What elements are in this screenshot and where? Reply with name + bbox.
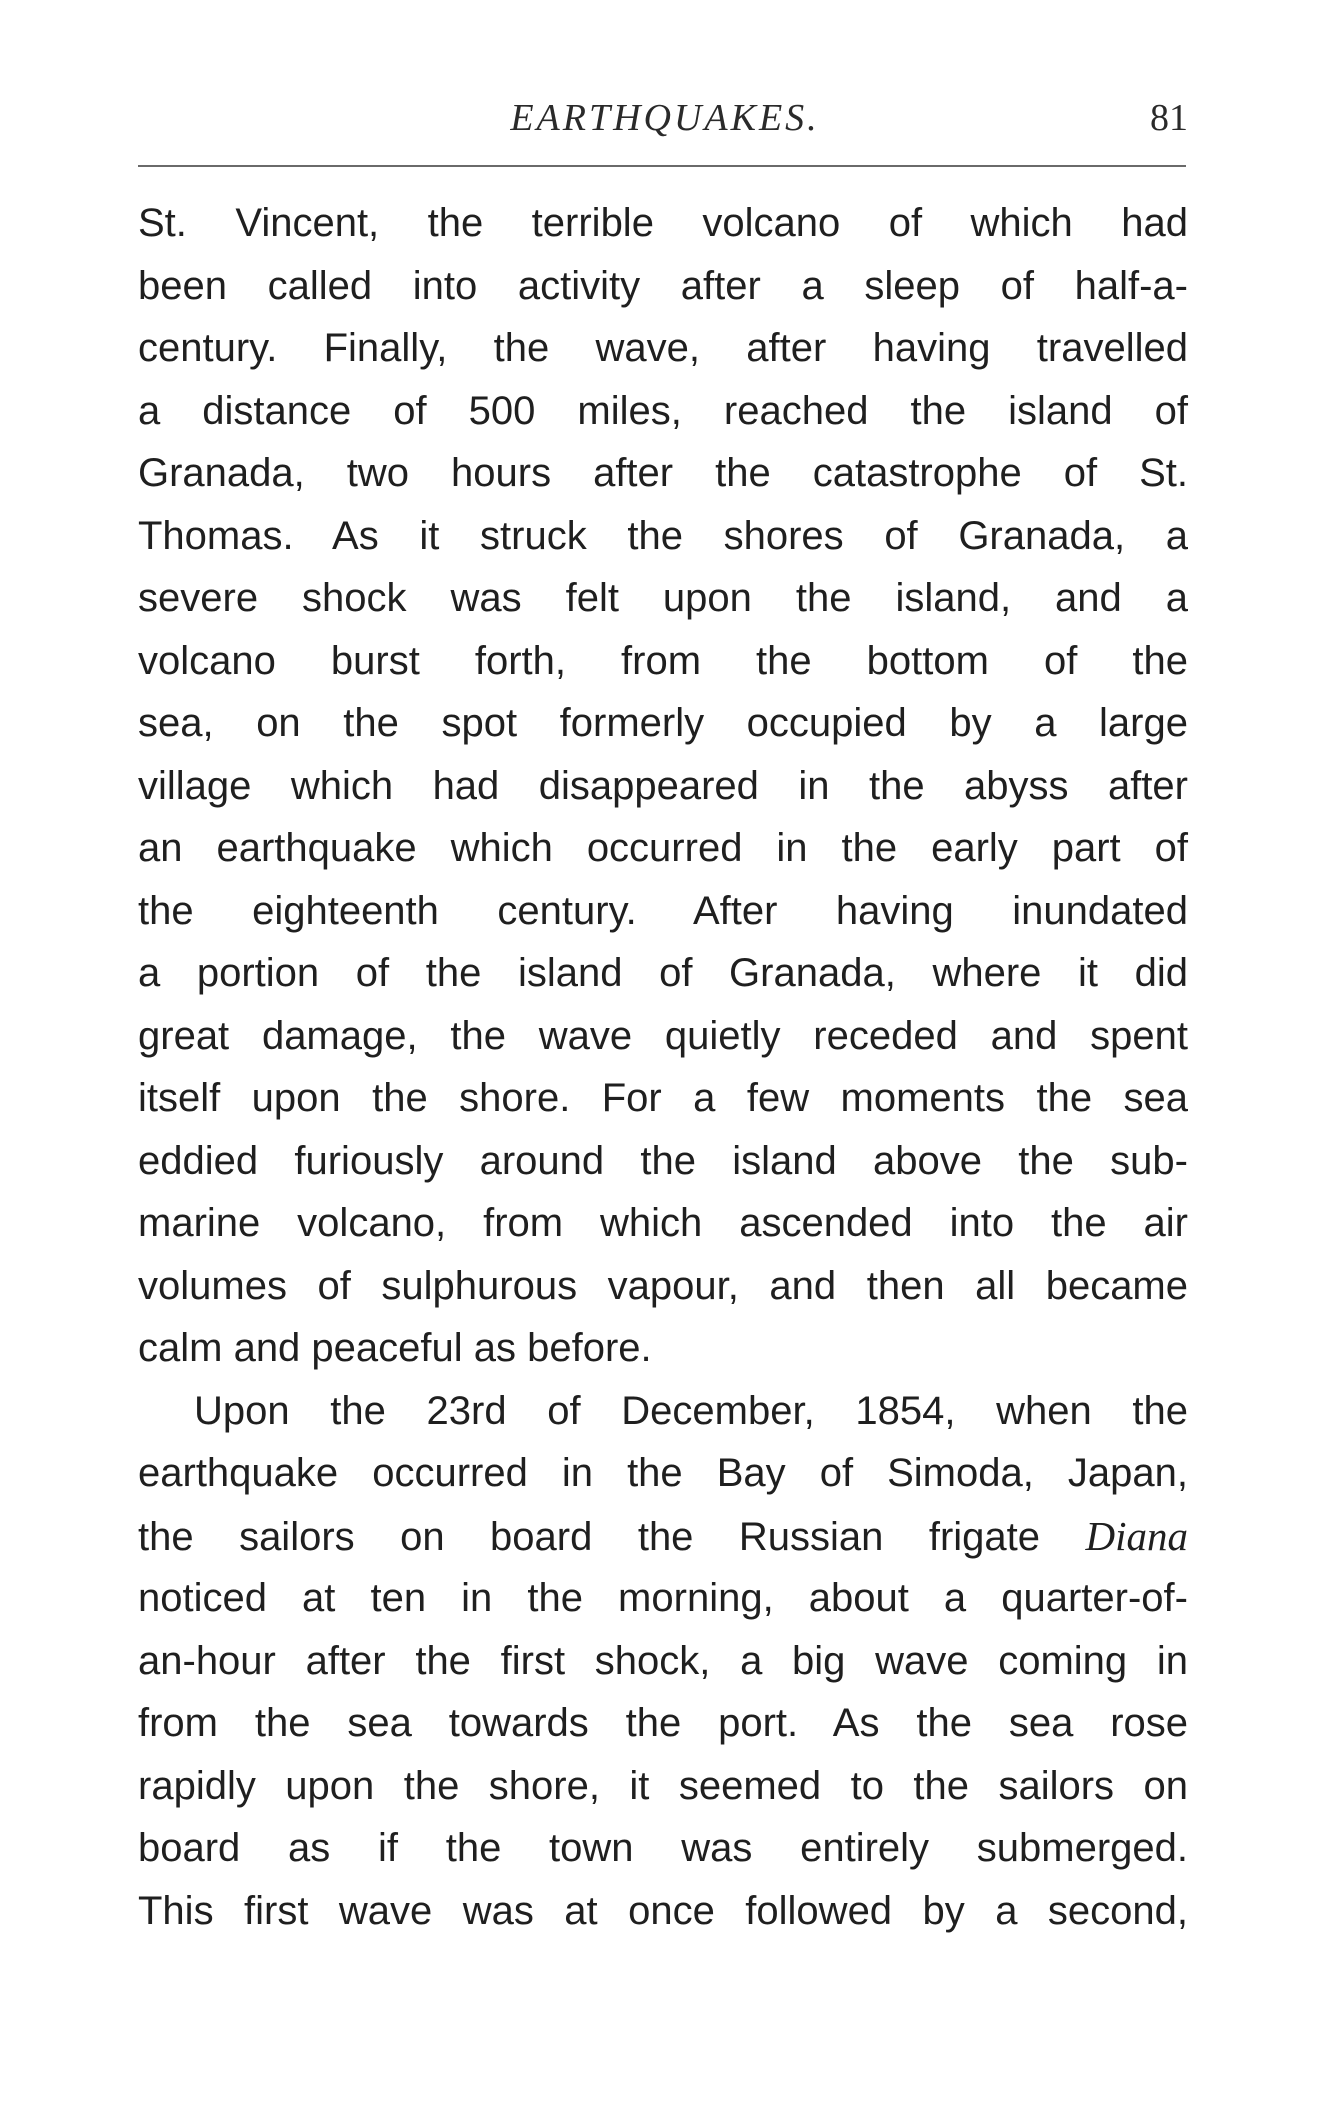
text-line: century. Finally, the wave, after having travelled: [138, 326, 1188, 370]
body-text: [138, 192, 1188, 1942]
text-line: an earthquake which occurred in the early part of: [138, 826, 1188, 870]
text-line: Thomas. As it struck the shores of Granada, a: [138, 513, 1188, 558]
text-line: This first wave was at once followed by a second,: [138, 1888, 1188, 1933]
text-line: an-hour after the first shock, a big wave coming in: [138, 1638, 1188, 1683]
text-line: rapidly upon the shore, it seemed to the sailors on: [138, 1763, 1188, 1808]
header-rule: [138, 165, 1186, 167]
ship-name: Diana: [1085, 1512, 1188, 1559]
text-line: a portion of the island of Granada, where it did: [138, 951, 1188, 995]
text-line: Upon the 23rd of December, 1854, when the: [194, 1388, 1188, 1433]
text-line: [138, 1505, 1188, 1568]
text-line: noticed at ten in the morning, about a quarter-of-: [138, 1576, 1188, 1620]
text-line: volcano burst forth, from the bottom of the: [138, 638, 1188, 683]
text-line: village which had disappeared in the abyss after: [138, 763, 1188, 808]
text-line: marine volcano, from which ascended into the air: [138, 1201, 1188, 1245]
text-line: volumes of sulphurous vapour, and then all became: [138, 1263, 1188, 1308]
page-number: 81: [1150, 97, 1188, 139]
text-line: great damage, the wave quietly receded and spent: [138, 1013, 1188, 1058]
text-line: St. Vincent, the terrible volcano of which had: [138, 201, 1188, 245]
text-line: board as if the town was entirely submerged.: [138, 1826, 1188, 1870]
text-line: Granada, two hours after the catastrophe of St.: [138, 451, 1188, 495]
text-line: calm and peaceful as before.: [138, 1326, 652, 1370]
text-line: earthquake occurred in the Bay of Simoda, Japan,: [138, 1451, 1188, 1495]
paragraph: [138, 1380, 1188, 1943]
running-title: EARTHQUAKES.: [510, 97, 820, 139]
text-segment: the sailors on board the Russian frigate: [138, 1514, 1086, 1559]
text-line: a distance of 500 miles, reached the island of: [138, 388, 1188, 433]
text-line: eddied furiously around the island above the sub-: [138, 1138, 1188, 1183]
paragraph: [138, 192, 1188, 1380]
text-line: severe shock was felt upon the island, and a: [138, 576, 1188, 620]
text-line: the eighteenth century. After having inundated: [138, 888, 1188, 933]
text-line: been called into activity after a sleep of half-a-: [138, 263, 1188, 308]
text-line: sea, on the spot formerly occupied by a large: [138, 701, 1188, 745]
text-line: itself upon the shore. For a few moments the sea: [138, 1076, 1188, 1120]
text-line: from the sea towards the port. As the sea rose: [138, 1701, 1188, 1745]
